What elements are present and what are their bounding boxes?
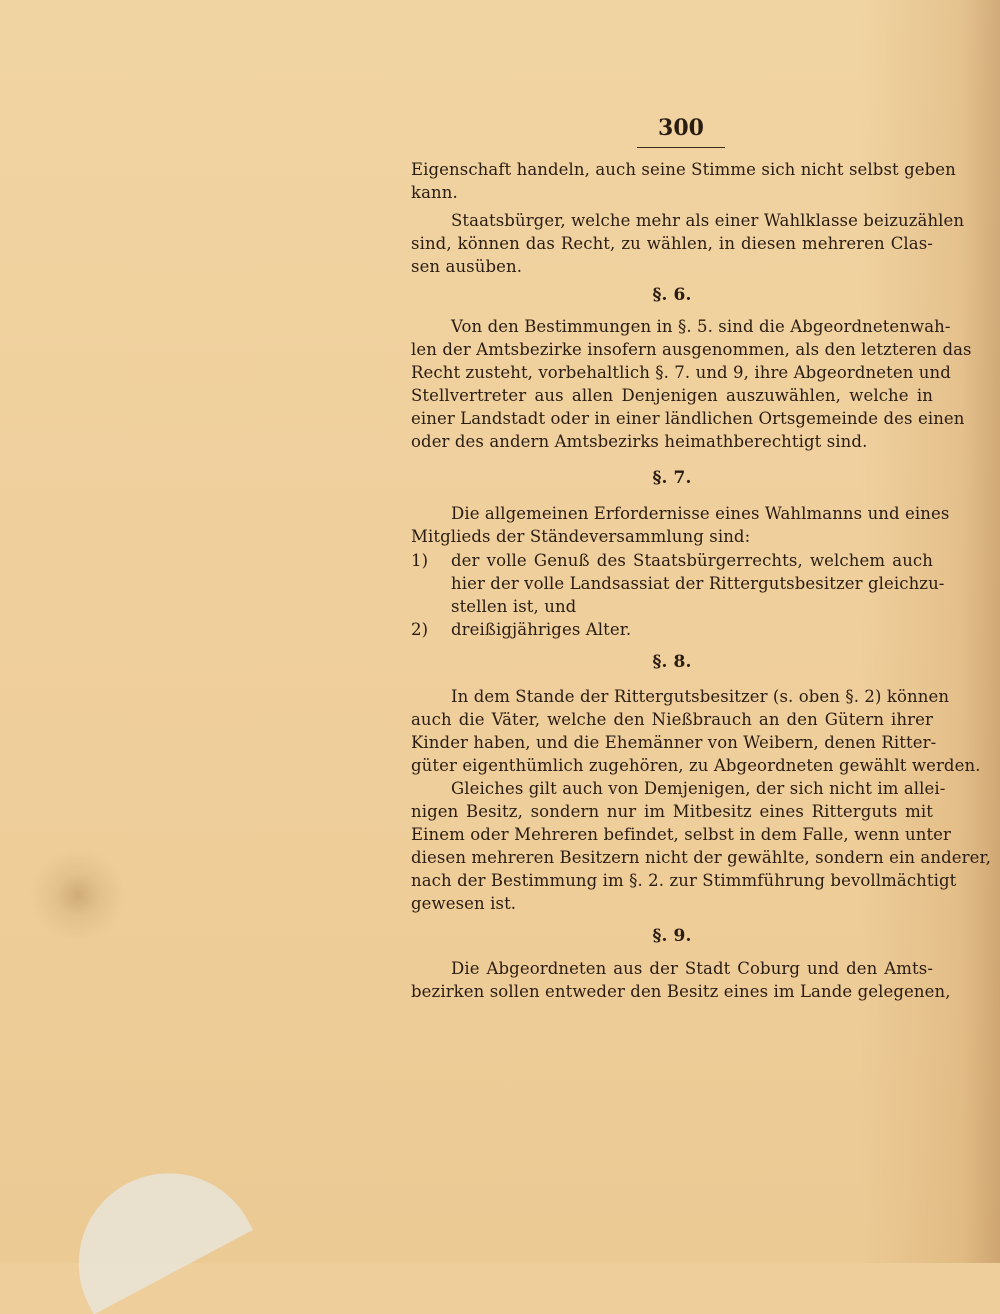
text-line: nigen Besitz, sondern nur im Mitbesitz eines Ritterguts mit bbox=[411, 802, 933, 821]
text-line: bezirken sollen entweder den Besitz eines im Lande gelegenen, bbox=[411, 982, 951, 1001]
text-line: Von den Bestimmungen in §. 5. sind die Abgeordnetenwah- bbox=[451, 317, 951, 336]
text-line: Stellvertreter aus allen Denjenigen auszuwählen, welche in bbox=[411, 386, 933, 405]
text-line: sen ausüben. bbox=[411, 257, 523, 276]
text-line: stellen ist, und bbox=[451, 597, 577, 616]
section-heading: §. 6. bbox=[652, 285, 692, 305]
text-line: Recht zusteht, vorbehaltlich §. 7. und 9, ihre Abgeordneten und bbox=[411, 363, 951, 382]
text-line: Die Abgeordneten aus der Stadt Coburg und den Amts- bbox=[451, 959, 933, 978]
text-line: Staatsbürger, welche mehr als einer Wahlklasse beizuzählen bbox=[451, 211, 965, 230]
text-line: oder des andern Amtsbezirks heimathberechtigt sind. bbox=[411, 432, 868, 451]
text-line: der volle Genuß des Staatsbürgerrechts, welchem auch bbox=[451, 551, 933, 570]
text-line: Eigenschaft handeln, auch seine Stimme sich nicht selbst geben bbox=[411, 160, 956, 179]
text-line: dreißigjähriges Alter. bbox=[451, 620, 632, 639]
text-line: gewesen ist. bbox=[411, 894, 517, 913]
list-number: 1) bbox=[411, 551, 429, 570]
text-line: nach der Bestimmung im §. 2. zur Stimmführung bevollmächtigt bbox=[411, 871, 957, 890]
text-line: Mitglieds der Ständeversammlung sind: bbox=[411, 527, 751, 546]
text-line: Die allgemeinen Erfordernisse eines Wahlmanns und eines bbox=[451, 504, 950, 523]
page-number-rule bbox=[637, 147, 725, 148]
list-number: 2) bbox=[411, 620, 429, 639]
text-line: In dem Stande der Rittergutsbesitzer (s. oben §. 2) können bbox=[451, 687, 950, 706]
text-line: len der Amtsbezirke insofern ausgenommen, als den letzteren das bbox=[411, 340, 972, 359]
text-line: hier der volle Landsassiat der Rittergutsbesitzer gleichzu- bbox=[451, 574, 945, 593]
section-heading: §. 8. bbox=[652, 652, 692, 672]
text-line: güter eigenthümlich zugehören, zu Abgeordneten gewählt werden. bbox=[411, 756, 981, 775]
text-line: sind, können das Recht, zu wählen, in diesen mehreren Clas- bbox=[411, 234, 933, 253]
text-line: einer Landstadt oder in einer ländlichen Ortsgemeinde des einen bbox=[411, 409, 965, 428]
text-line: Kinder haben, und die Ehemänner von Weibern, denen Ritter- bbox=[411, 733, 937, 752]
text-line: diesen mehreren Besitzern nicht der gewählte, sondern ein anderer, bbox=[411, 848, 991, 867]
section-heading: §. 7. bbox=[652, 468, 692, 488]
text-line: Gleiches gilt auch von Demjenigen, der sich nicht im allei- bbox=[451, 779, 946, 798]
text-line: Einem oder Mehreren befindet, selbst in dem Falle, wenn unter bbox=[411, 825, 952, 844]
page-number: 300 bbox=[658, 115, 704, 141]
text-line: kann. bbox=[411, 183, 458, 202]
text-line: auch die Väter, welche den Nießbrauch an den Gütern ihrer bbox=[411, 710, 933, 729]
section-heading: §. 9. bbox=[652, 926, 692, 946]
page-corner-shadow bbox=[47, 1142, 253, 1314]
